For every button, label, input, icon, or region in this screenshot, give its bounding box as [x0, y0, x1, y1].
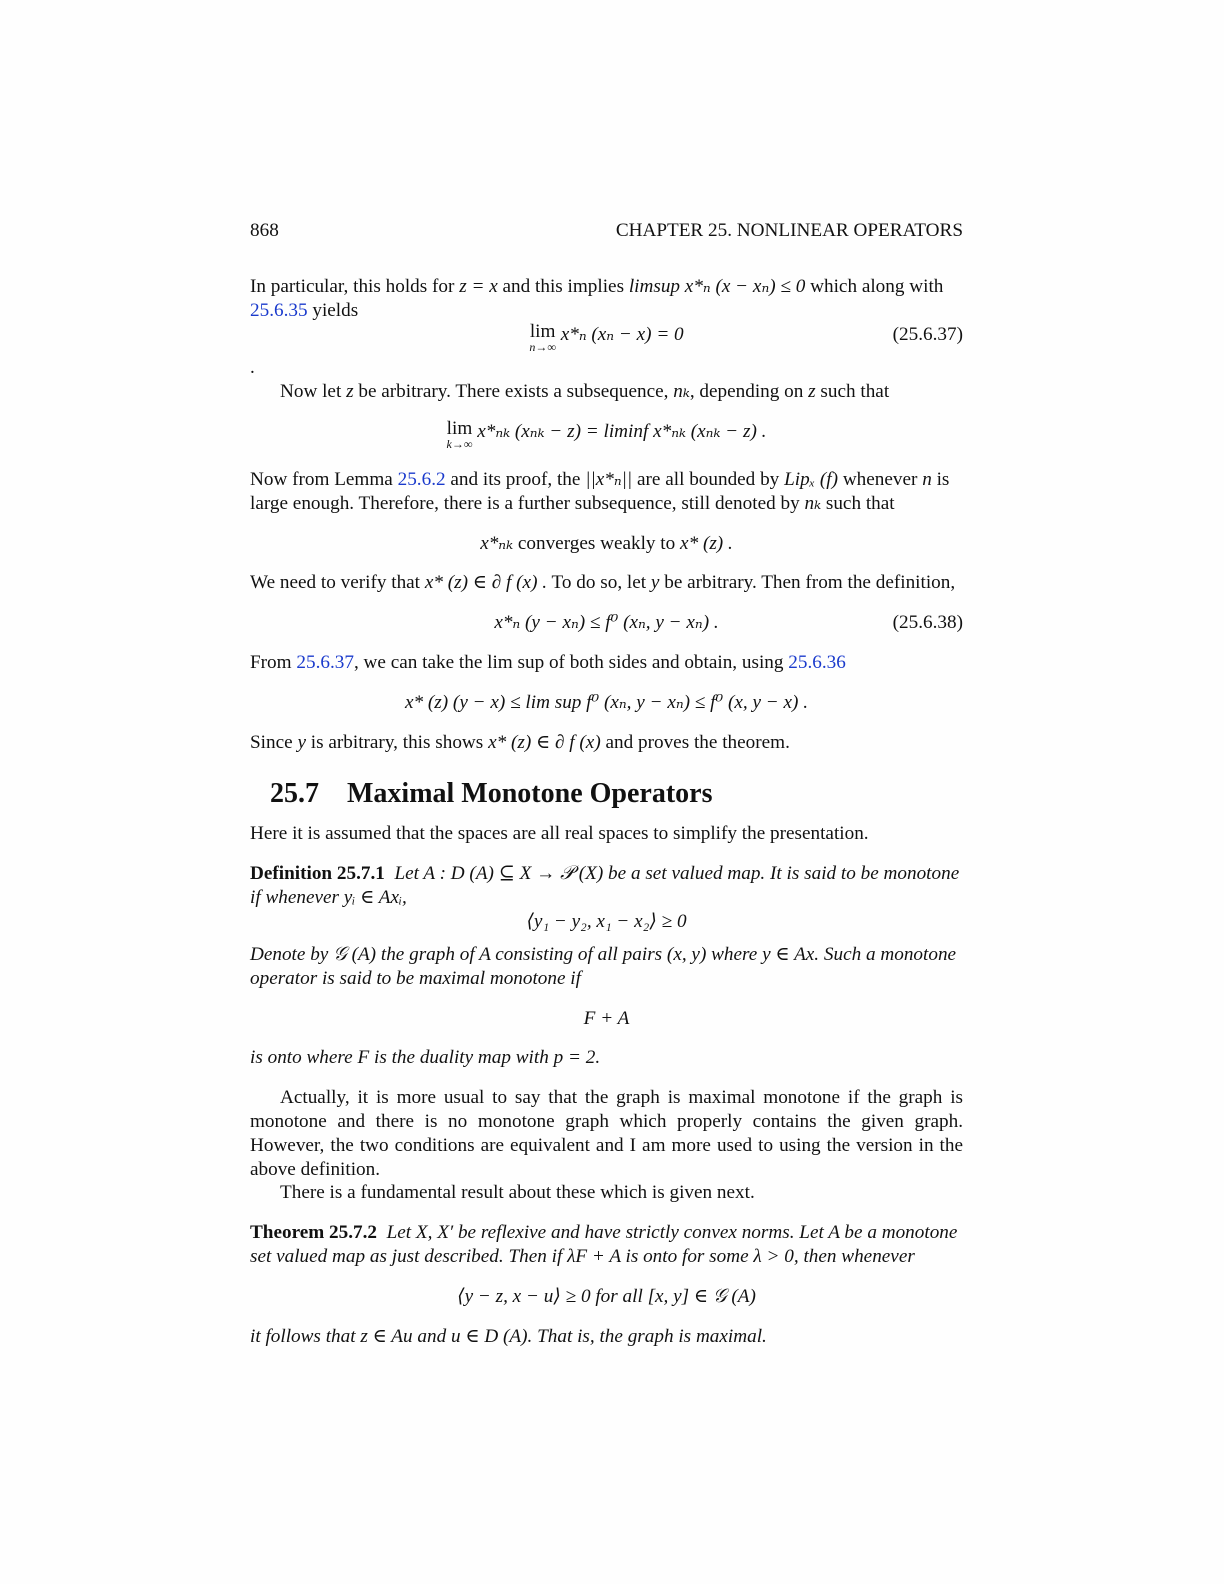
lim-subscript: k→∞	[446, 437, 473, 451]
paragraph-6: Since y is arbitrary, this shows x* (z) ∈ ∂ f (x) and proves the theorem.	[250, 732, 790, 753]
definition-25-7-1: Definition 25.7.1 Let A : D (A) ⊆ X → 𝒫 (X) be a set valued map. It is said to be monotone if whenever yᵢ ∈ Axᵢ,	[250, 863, 960, 908]
lim-subscript: n→∞	[529, 340, 556, 354]
equation-body: x* (z) (y − x) ≤ lim sup f⁰ (xₙ, y − xₙ) ≤ f⁰ (x, y − x) .	[404, 692, 809, 713]
equation-body: x*ₙ (y − xₙ) ≤ f⁰ (xₙ, y − xₙ) .	[494, 612, 719, 633]
paragraph-4: We need to verify that x* (z) ∈ ∂ f (x) . To do so, let y be arbitrary. Then from the definition,	[250, 572, 956, 593]
chapter-title: CHAPTER 25. NONLINEAR OPERATORS	[615, 220, 963, 241]
equation-limsup	[250, 691, 963, 715]
equation-number: (25.6.37)	[892, 324, 963, 345]
section-number: 25.7	[270, 778, 319, 809]
ref-link-25-6-37[interactable]: 25.6.37	[296, 652, 354, 673]
theorem-label: Theorem 25.7.2	[250, 1222, 378, 1243]
paragraph-9: There is a fundamental result about these which is given next.	[280, 1182, 755, 1203]
lim-operator: lim	[446, 418, 473, 439]
equation-number: (25.6.38)	[892, 612, 963, 633]
paragraph-5: From 25.6.37, we can take the lim sup of both sides and obtain, using 25.6.36	[250, 652, 846, 673]
theorem-conclusion: it follows that z ∈ Au and u ∈ D (A). That is, the graph is maximal.	[250, 1326, 767, 1347]
definition-text-b: Denote by 𝒢 (A) the graph of A consisting of all pairs (x, y) where y ∈ Ax. Such a monotone operator is said to be maximal monotone if	[250, 944, 957, 989]
definition-equation-2: F + A	[583, 1008, 630, 1029]
ref-link-25-6-35[interactable]: 25.6.35	[250, 300, 308, 321]
equation-weak-convergence: x*ₙₖ converges weakly to x* (z) .	[480, 533, 733, 554]
equation-body: x*ₙₖ (xₙₖ − z) = liminf x*ₙₖ (xₙₖ − z) .	[477, 421, 767, 442]
section-title: Maximal Monotone Operators	[347, 778, 713, 809]
equation-liminf	[250, 420, 963, 450]
section-heading	[270, 778, 713, 810]
theorem-25-7-2: Theorem 25.7.2 Let X, X′ be reflexive and have strictly convex norms. Let A be a monotone set valued map as just described. Then if λF + A is onto for some λ > 0, then whenever	[250, 1222, 958, 1267]
page-number: 868	[250, 220, 279, 241]
lim-operator: lim	[529, 321, 556, 342]
equation-25-6-37	[250, 323, 963, 353]
paragraph-3: Now from Lemma 25.6.2 and its proof, the ||x*ₙ|| are all bounded by Lipₓ (f) whenever n is large enough. Therefore, there is a further subsequence, still denoted by nₖ such that	[250, 469, 950, 514]
ref-link-25-6-36[interactable]: 25.6.36	[788, 652, 846, 673]
paragraph-8: Actually, it is more usual to say that the graph is maximal monotone if the graph is monotone and there is no monotone graph which properly contains the given graph. However, the two conditions are equivalent and I am more used to using the version in the above definition.	[250, 1087, 963, 1180]
definition-equation: ⟨y₁ − y₂, x₁ − x₂⟩ ≥ 0	[526, 911, 687, 932]
ref-link-25-6-2[interactable]: 25.6.2	[397, 469, 446, 490]
paragraph-2: Now let z be arbitrary. There exists a subsequence, nₖ, depending on z such that	[280, 381, 890, 402]
definition-label: Definition 25.7.1	[250, 863, 385, 884]
equation-body: x*ₙ (xₙ − x) = 0	[560, 324, 684, 345]
theorem-equation: ⟨y − z, x − u⟩ ≥ 0 for all [x, y] ∈ 𝒢 (A)	[457, 1286, 756, 1307]
paragraph-1: In particular, this holds for z = x and this implies limsup x*ₙ (x − xₙ) ≤ 0 which along with 25.6.35 yields	[250, 276, 944, 321]
paragraph-7: Here it is assumed that the spaces are all real spaces to simplify the presentation.	[250, 823, 869, 844]
equation-25-6-38	[250, 611, 963, 635]
stray-period: .	[250, 357, 255, 378]
definition-text-c: is onto where F is the duality map with p = 2.	[250, 1047, 601, 1068]
